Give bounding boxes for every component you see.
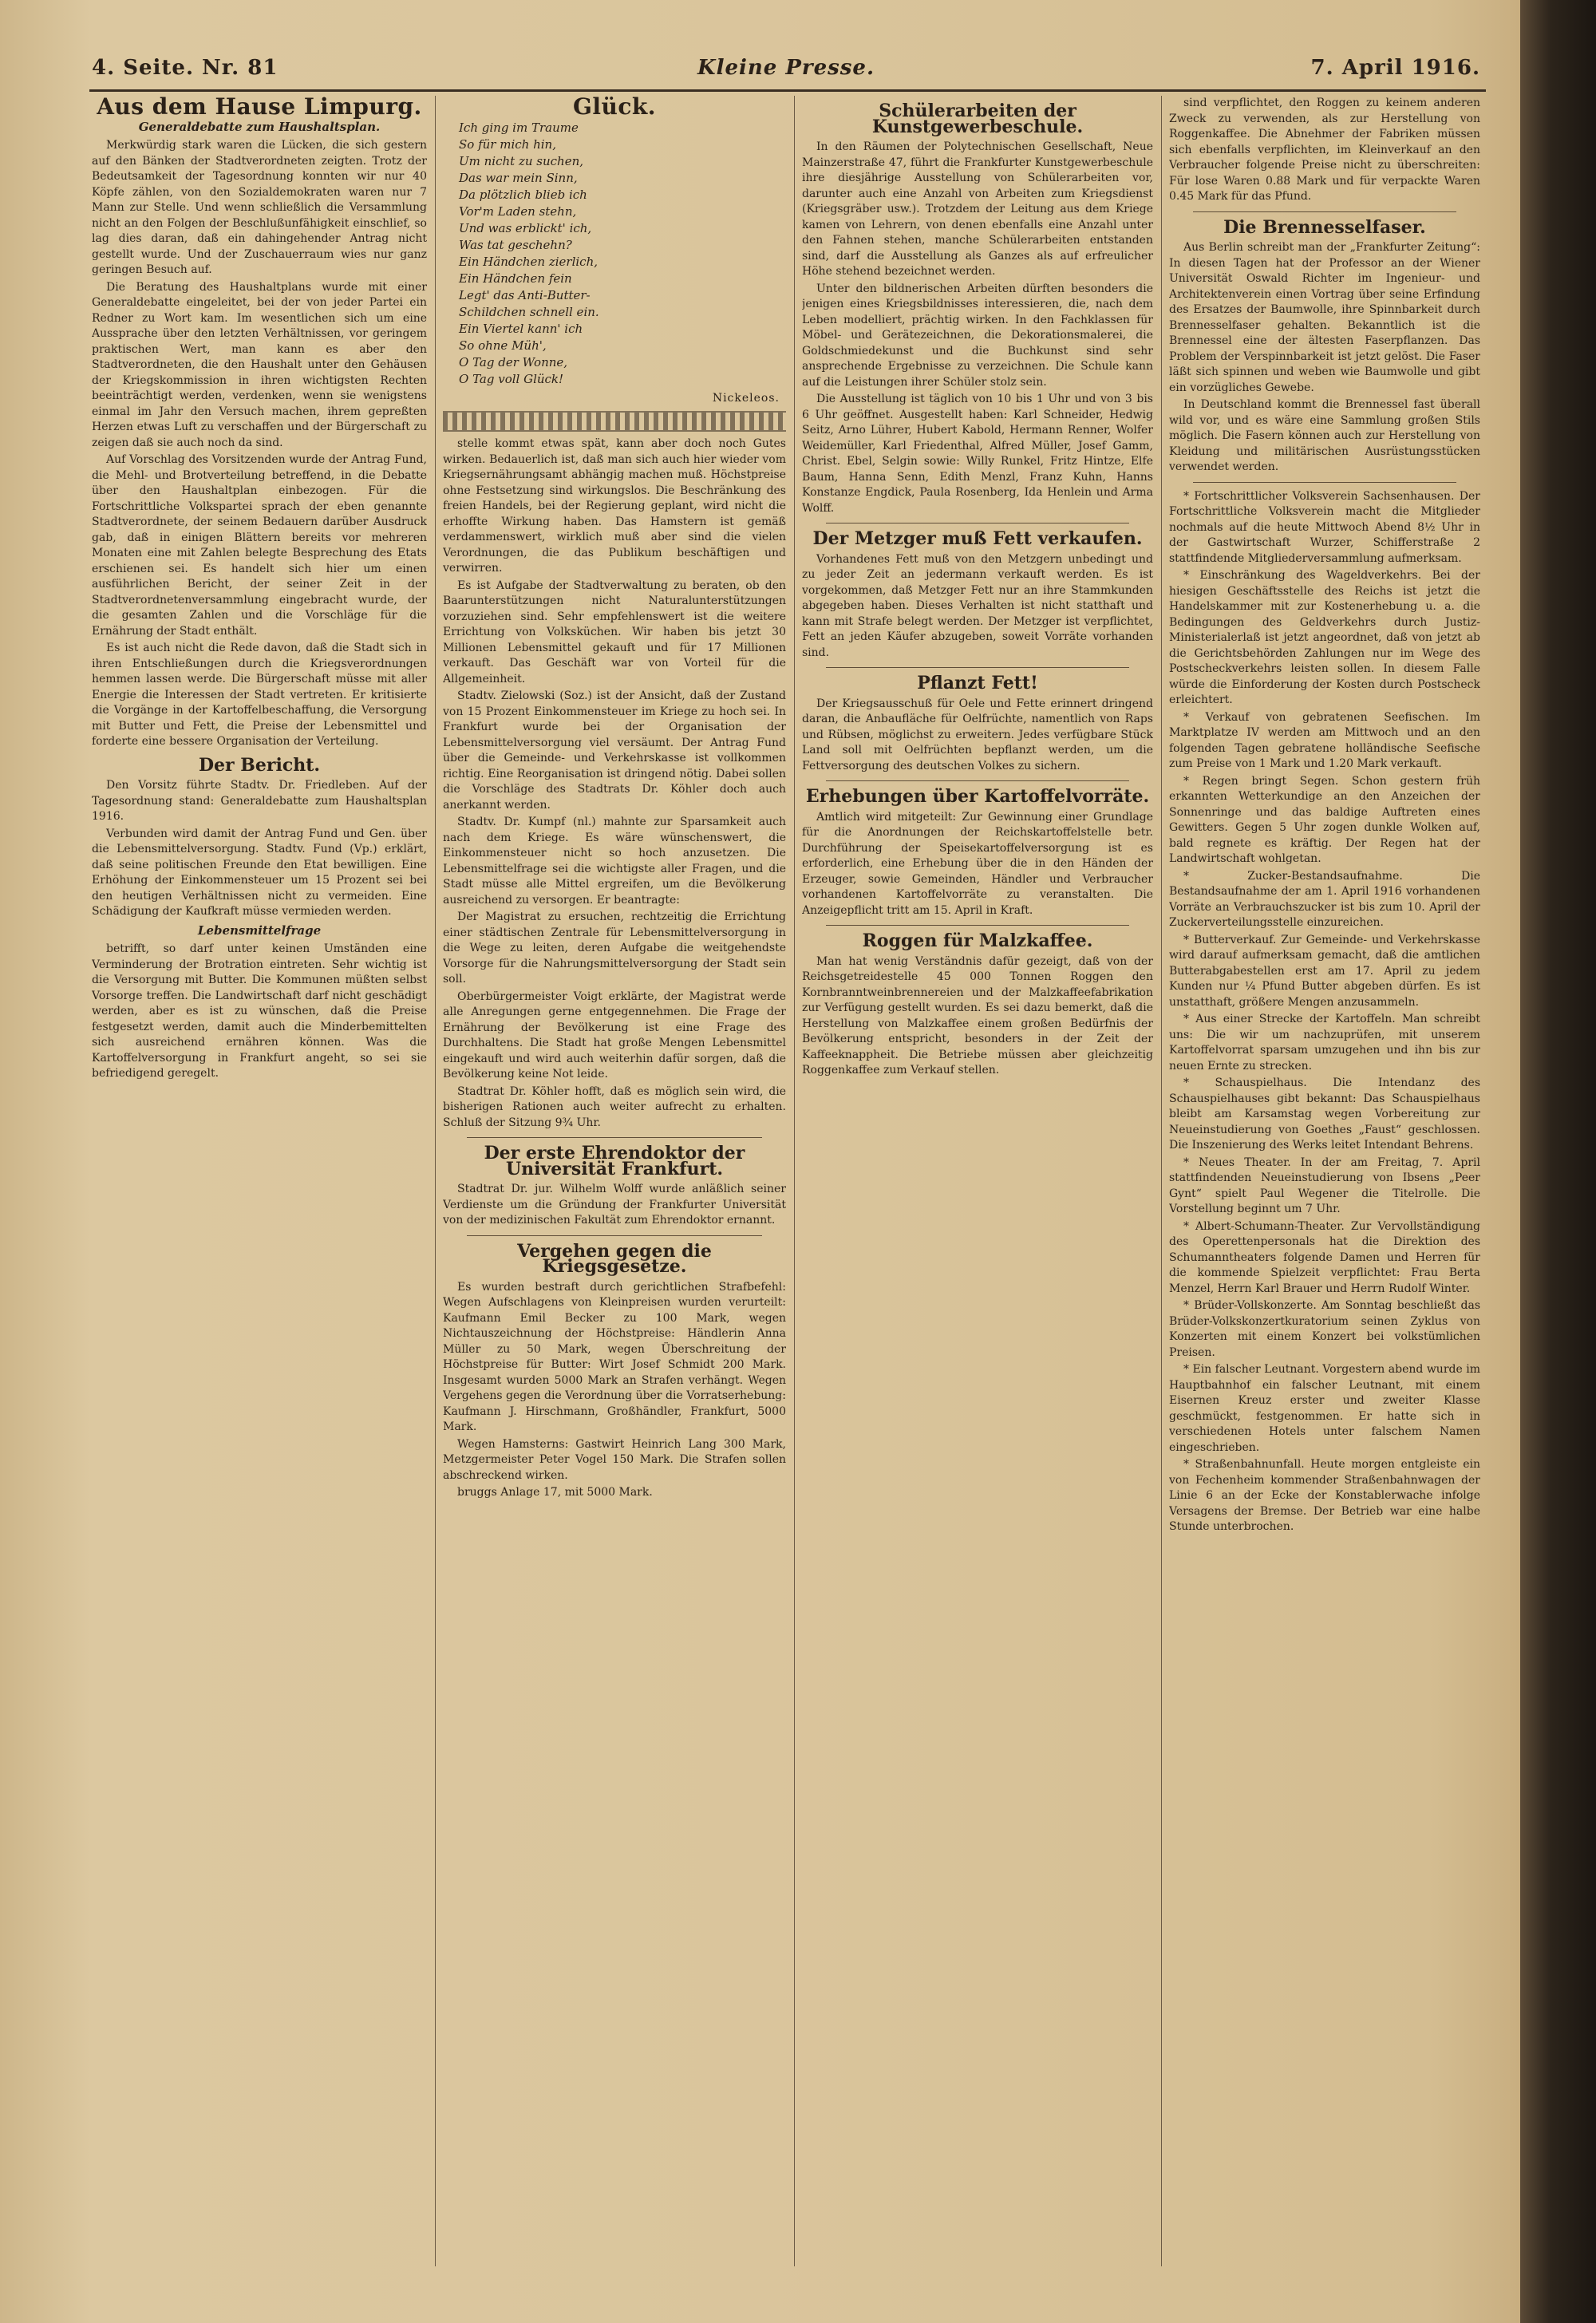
paragraph: Es ist Aufgabe der Stadtverwaltung zu beraten, ob den Baarunterstützungen nicht Naturalunterstützungen vorzuziehen sind. Sehr empfehlenswert ist die weitere Errichtung von Volksküchen. Wir haben bis jetzt 30 Millionen Lebensmittel gekauft und für 17 Millionen verkauft. Das Geschäft war von Vorteil für die Allgemeinheit.	[443, 579, 786, 685]
paragraph: Den Vorsitz führte Stadtv. Dr. Friedleben. Auf der Tagesordnung stand: Generaldebatte zum Haushaltsplan 1916.	[92, 779, 427, 823]
poem-text: Ich ging im Traume So für mich hin, Um nicht zu suchen, Das war mein Sinn, Da plötzlich blieb ich Vor'm Laden stehn, Und was erblickt' ich, Was tat geschehn? Ein Händchen zierlich, Ein Händchen fein Legt' das Anti-Butter- Schildchen schnell ein. Ein Viertel kann' ich So ohne Müh', O Tag der Wonne, O Tag voll Glück!	[459, 120, 599, 386]
page-edge	[1520, 0, 1596, 2323]
poem-signature: Nickeleos.	[712, 391, 780, 405]
column-divider	[435, 96, 436, 2266]
article-title: Erhebungen über Kartoffelvorräte.	[805, 786, 1150, 807]
paragraph: In Deutschland kommt die Brennessel fast überall wild vor, und es wäre eine Sammlung großen Stils möglich. Die Fasern können auch zur Herstellung von Kleidung und militärischen Ausrüstungsstücken verwendet werden.	[1169, 398, 1480, 473]
divider	[826, 780, 1129, 781]
section-heading: Der Bericht.	[198, 754, 321, 776]
page-header	[92, 56, 1480, 88]
paragraph: Amtlich wird mitgeteilt: Zur Gewinnung einer Grundlage für die Anordnungen der Reichskartoffelstelle betr. Durchführung der Speisekartoffelversorgung ist es erforderlich, eine Erhebung über die in den Händen der Erzeuger, sowie Gemeinden, Händler und Verbraucher vorhandenen Kartoffelvorräte zu veranstalten. Die Anzeigepflicht tritt am 15. April in Kraft.	[802, 810, 1153, 917]
paragraph: bruggs Anlage 17, mit 5000 Mark.	[457, 1486, 653, 1499]
divider	[826, 667, 1129, 668]
paragraph: Stadtrat Dr. jur. Wilhelm Wolff wurde anläßlich seiner Verdienste um die Gründung der Frankfurter Universität von der medizinischen Fakultät zum Ehrendoktor ernannt.	[443, 1183, 786, 1227]
local-notice: * Aus einer Strecke der Kartoffeln. Man schreibt uns: Die wir um nachzuprüfen, mit unserem Kartoffelvorrat sparsam umzugehen und ihn bis zur neuen Ernte zu strecken.	[1169, 1013, 1480, 1073]
article-title: Pflanzt Fett!	[917, 673, 1038, 693]
paragraph: Aus Berlin schreibt man der „Frankfurter Zeitung“: In diesen Tagen hat der Professor an der Wiener Universität Oswald Richter im Ingenieur- und Architektenverein einen Vortrag über seine Erfindung des Ersatzes der Baumwolle, ihre Spinnbarkeit durch Brennesselfaser gehalten. Bekanntlich ist die Brennessel eine der ältesten Faserpflanzen. Das Problem der Verspinnbarkeit ist jetzt gelöst. Die Faser läßt sich spinnen und weben wie Baumwolle und gibt ein vorzügliches Gewebe.	[1169, 241, 1480, 394]
divider	[467, 1235, 762, 1236]
paragraph: betrifft, so darf unter keinen Umständen eine Verminderung der Brotration eintreten. Sehr wichtig ist die Versorgung mit Butter. Die Kommunen müßten selbst Vorsorge treffen. Die Landwirtschaft darf nicht geschädigt werden, aber es ist zu wünschen, daß die Preise festgesetzt werden, damit auch die Minderbemittelten sich ausreichend ernähren können. Was die Kartoffelversorgung in Frankfurt angeht, so sei sie befriedigend geregelt.	[92, 942, 427, 1080]
divider	[467, 1137, 762, 1138]
article-title: Der Metzger muß Fett verkaufen.	[812, 528, 1143, 549]
paragraph: Stadtv. Zielowski (Soz.) ist der Ansicht, daß der Zustand von 15 Prozent Einkommensteuer im Kriege zu hoch sei. In Frankfurt wurde bei der Organisation der Lebensmittelversorgung viel versäumt. Der Antrag Fund über die Gemeinde- und Verkehrskasse ist vollkommen richtig. Eine Reorganisation ist dringend nötig. Dabei sollen die Vorschläge des Stadtrats Dr. Köhler doch auch anerkannt werden.	[443, 689, 786, 812]
local-notice: * Neues Theater. In der am Freitag, 7. April stattfindenden Neueinstudierung von Ibsens „Peer Gynt“ spielt Paul Wegener die Titelrolle. Die Vorstellung beginnt um 7 Uhr.	[1169, 1156, 1480, 1215]
local-notice: * Albert-Schumann-Theater. Zur Vervollständigung des Operettenpersonals hat die Direktion des Schumanntheaters folgende Damen und Herren für die kommende Spielzeit verpflichtet: Frau Berta Menzel, Herrn Karl Brauer und Herrn Rudolf Winter.	[1169, 1219, 1480, 1295]
divider	[1193, 482, 1456, 483]
paragraph: Die Beratung des Haushaltplans wurde mit einer Generaldebatte eingeleitet, bei der von jeder Partei ein Redner zu Wort kam. Im wesentlichen sich um eine Aussprache über den letzten Verhältnissen, vor geringem praktischen Wert, man kann es aber den Stadtverordneten, die den Haushalt unter den Gehäusen der Kriegskommission in ihren wichtigsten Rechten beeinträchtigt werden, verdenken, wenn sie wenigstens einmal im Jahr den Versuch machen, ihrem gepreßten Herzen etwas Luft zu verschaffen und der Bürgerschaft zu zeigen daß sie auch noch da sind.	[92, 280, 427, 449]
page-number: 4. Seite. Nr. 81	[92, 56, 279, 80]
paragraph: Es wurden bestraft durch gerichtlichen Strafbefehl: Wegen Aufschlagens von Kleinpreisen wurden verurteilt: Kaufmann Emil Becker zu 100 Mark, wegen Nichtauszeichnung der Höchstpreise: Händlerin Anna Müller zu 50 Mark, wegen Überschreitung der Höchstpreise für Butter: Wirt Josef Schmidt 200 Mark. Insgesamt wurden 5000 Mark an Strafen verhängt. Wegen Vergehens gegen die Verordnung über die Vorratserhebung: Kaufmann J. Hirschmann, Großhändler, Frankfurt, 5000 Mark.	[443, 1280, 786, 1433]
paragraph: Oberbürgermeister Voigt erklärte, der Magistrat werde alle Anregungen gerne entgegennehmen. Die Frage der Ernährung der Bevölkerung ist eine Frage des Durchhaltens. Die Stadt hat große Mengen Lebensmittel eingekauft und wird auch weiterhin dafür sorgen, daß die Bevölkerung keine Not leide.	[443, 990, 786, 1081]
paragraph: stelle kommt etwas spät, kann aber doch noch Gutes wirken. Bedauerlich ist, daß man sich auch hier wieder vom Kriegsernährungsamt abhängig machen muß. Höchstpreise ohne Festsetzung sind wirkungslos. Die Beschränkung des freien Handels, bei der Regierung geplant, wird nicht die erhoffte Wirkung haben. Das Hamstern ist gemäß verdammenswert, wirklich muß aber sind die vielen Verordnungen, die das Publikum beschäftigen und verwirren.	[443, 437, 786, 575]
column-2	[443, 96, 786, 2274]
column-1	[92, 96, 427, 2274]
local-notice: * Butterverkauf. Zur Gemeinde- und Verkehrskasse wird darauf aufmerksam gemacht, daß die amtlichen Butterabgabestellen erst am 17. April zu jedem Kunden nur ¼ Pfund Butter abgeben dürfen. Es ist unstatthaft, größere Mengen anzusammeln.	[1169, 933, 1480, 1009]
paragraph: Stadtrat Dr. Köhler hofft, daß es möglich sein wird, die bisherigen Rationen auch weiter aufrecht zu erhalten. Schluß der Sitzung 9¾ Uhr.	[443, 1084, 786, 1129]
section-subheading: Lebensmittelfrage	[197, 922, 322, 938]
paragraph: Der Kriegsausschuß für Oele und Fette erinnert dringend daran, die Anbaufläche für Oelfrüchte, namentlich von Raps und Rübsen, möglichst zu erweitern. Jedes verfügbare Stück Land soll mit Oelfrüchten bepflanzt werden, um die Fettversorgung des deutschen Volkes zu sichern.	[802, 697, 1153, 772]
masthead: Kleine Presse.	[697, 56, 875, 80]
paragraph: Vorhandenes Fett muß von den Metzgern unbedingt und zu jeder Zeit an jedermann verkauft werden. Es ist vorgekommen, daß Metzger Fett nur an ihre Stammkunden abgegeben haben. Dieses Verhalten ist nicht statthaft und kann mit Strafe belegt werden. Der Metzger ist verpflichtet, Fett an jeden Käufer abzugeben, soweit Vorräte vorhanden sind.	[802, 552, 1153, 659]
article-title: Schülerarbeiten der Kunstgewerbeschule.	[871, 101, 1084, 137]
local-notice: * Straßenbahnunfall. Heute morgen entgleiste ein von Fechenheim kommender Straßenbahnwagen der Linie 6 an der Ecke der Konstablerwache infolge Versagens der Bremse. Der Betrieb war eine halbe Stunde unterbrochen.	[1169, 1458, 1480, 1533]
paragraph: Wegen Hamsterns: Gastwirt Heinrich Lang 300 Mark, Metzgermeister Peter Vogel 150 Mark. Die Strafen sollen abschreckend wirken.	[443, 1437, 786, 1482]
local-notice: * Ein falscher Leutnant. Vorgestern abend wurde im Hauptbahnhof ein falscher Leutnant, mit einem Eisernen Kreuz erster und zweiter Klasse geschmückt, festgenommen. Er hatte sich in verschiedenen Hotels unter falschem Namen eingeschrieben.	[1169, 1363, 1480, 1454]
local-notice: * Verkauf von gebratenen Seefischen. Im Marktplatze IV werden am Mittwoch und an den folgenden Tagen gebratene holländische Seefische zum Preise von 1 Mark und 1.20 Mark verkauft.	[1169, 710, 1480, 770]
paragraph: Man hat wenig Verständnis dafür gezeigt, daß von der Reichsgetreidestelle 45 000 Tonnen Roggen den Kornbranntweinbrennereien und der Malzkaffeefabrikation zur Verfügung gestellt wurden. Es sei dazu bemerkt, daß die Herstellung von Malzkaffee einem großen Bedürfnis der Bevölkerung entspricht, besonders in der Zeit der Kaffeeknappheit. Die Betriebe müssen aber gleichzeitig Roggenkaffee zum Verkauf stellen.	[802, 954, 1153, 1077]
local-notice: * Zucker-Bestandsaufnahme. Die Bestandsaufnahme der am 1. April 1916 vorhandenen Vorräte an Verbrauchszucker ist bis zum 10. April der Zuckerverteilungsstelle einzureichen.	[1169, 869, 1480, 929]
paragraph: sind verpflichtet, den Roggen zu keinem anderen Zweck zu verwenden, als zur Herstellung von Roggenkaffee. Die Abnehmer der Fabriken müssen sich ebenfalls verpflichten, im Kleinverkauf an den Verbraucher folgende Preise nicht zu überschreiten: Für lose Waren 0.88 Mark und für verpackte Waren 0.45 Mark für das Pfund.	[1169, 97, 1480, 203]
local-notice: * Regen bringt Segen. Schon gestern früh erkannten Wetterkundige an den Anzeichen der Sonnenringe und das baldige Auftreten eines Gewitters. Gegen 5 Uhr zogen dunkle Wolken auf, bald regnete es kräftig. Der Regen hat der Landwirtschaft wohlgetan.	[1169, 774, 1480, 865]
divider	[826, 925, 1129, 926]
paragraph: Auf Vorschlag des Vorsitzenden wurde der Antrag Fund, die Mehl- und Brotverteilung betreffend, in die Debatte über den Haushaltplan einbezogen. Für die Fortschrittliche Volkspartei sprach der eben genannte Stadtverordnete, der seinem Bedauern darüber Ausdruck gab, daß in einigen Blättern bereits vor mehreren Monaten eine mit Zahlen belegte Besprechung des Etats erschienen sei. Es handelt sich hier um einen ausführlichen Bericht, der seiner Zeit in der Stadtverordnetenversammlung eingebracht wurde, der die gesamten Zahlen und die Vorschläge für die Ernährung der Stadt enthält.	[92, 453, 427, 638]
paragraph: Es ist auch nicht die Rede davon, daß die Stadt sich in ihren Entschließungen durch die Kriegsverordnungen hemmen lassen werde. Die Bürgerschaft müsse mit aller Energie die Interessen der Stadt vertreten. Er kritisierte die Vorgänge in der Kartoffelbeschaffung, die Versorgung mit Butter und Fett, die Preise der Lebensmittel und forderte eine bessere Organisation der Verteilung.	[92, 642, 427, 748]
article-title: Roggen für Malzkaffee.	[862, 930, 1093, 951]
article-title: Die Brennesselfaser.	[1223, 216, 1426, 238]
divider	[1193, 211, 1456, 212]
paragraph: Die Ausstellung ist täglich von 10 bis 1 Uhr und von 3 bis 6 Uhr geöffnet. Ausgestellt haben: Karl Schneider, Hedwig Seitz, Arno Lührer, Hubert Kabold, Hermann Renner, Wolfer Weidemüller, Karl Friedenthal, Alfred Müller, Josef Gamm, Christ. Ebel, Selgin sowie: Willy Runkel, Fritz Hintze, Elfe Baum, Hanna Senn, Edith Menzl, Franz Kuhn, Hanns Konstanze Engdick, Paula Rosenberg, Ida Henlein und Arma Wolff.	[802, 393, 1153, 515]
paragraph: Merkwürdig stark waren die Lücken, die sich gestern auf den Bänken der Stadtverordneten zeigten. Trotz der Bedeutsamkeit der Tagesordnung konnten wir nur 40 Köpfe zählen, von den Sozialdemokraten waren nur 7 Mann zur Stelle. Und wenn schließlich die Versammlung nicht an den Folgen der Beschlußunfähigkeit einschlief, so lag dies daran, daß ein dahingehender Antrag nicht gestellt wurde. Und der Zuschauerraum wies nur ganz geringen Besuch auf.	[92, 139, 427, 276]
paragraph: Unter den bildnerischen Arbeiten dürften besonders die jenigen eines Kriegsbildnisses interessieren, die, nach dem Leben modelliert, prächtig wirken. In den Fachklassen für Möbel- und Gerätezeichnen, die Dekorationsmalerei, die Goldschmiedekunst und die Buchkunst sind sehr ansprechende Ergebnisse zu verzeichnen. Die Schule kann auf die Leistungen ihrer Schüler stolz sein.	[802, 282, 1153, 389]
local-notice: * Fortschrittlicher Volksverein Sachsenhausen. Der Fortschrittliche Volksverein macht die Mitglieder nochmals auf die heute Mittwoch Abend 8½ Uhr in der Gastwirtschaft Wurzer, Schifferstraße 2 stattfindende Mitgliederversammlung aufmerksam.	[1169, 489, 1480, 565]
column-3	[802, 96, 1153, 2274]
paragraph: Verbunden wird damit der Antrag Fund und Gen. über die Lebensmittelversorgung. Stadtv. Fund (Vp.) erklärt, daß seine politischen Freunde den Etat bewilligen. Eine Erhöhung der Einkommensteuer um 15 Prozent sei bei den heutigen Verhältnissen nicht zu vermeiden. Eine Schädigung der Kaufkraft müsse vermieden werden.	[92, 827, 427, 918]
paragraph: Der Magistrat zu ersuchen, rechtzeitig die Errichtung einer städtischen Zentrale für Lebensmittelversorgung in die Wege zu leiten, deren Aufgabe die weitgehendste Vorsorge für die Nahrungsmittelversorgung der Stadt sein soll.	[443, 911, 786, 986]
column-divider	[1161, 96, 1162, 2266]
article-subtitle: Generaldebatte zum Haushaltsplan.	[138, 119, 381, 134]
paragraph: Stadtv. Dr. Kumpf (nl.) mahnte zur Sparsamkeit auch nach dem Kriege. Es wäre wünschenswert, die Einkommensteuer nicht so hoch anzusetzen. Die Lebensmittelfrage sei die wichtigste aller Fragen, und die Stadt müsse alle Mittel ergreifen, um die Bevölkerung ausreichend zu versorgen. Er beantragte:	[443, 816, 786, 907]
column-divider	[794, 96, 795, 2266]
local-notice: * Schauspielhaus. Die Intendanz des Schauspielhauses gibt bekannt: Das Schauspielhaus bleibt am Karsamstag wegen Vorbereitung zur Neueinstudierung von Goethes „Faust“ geschlossen. Die Inszenierung des Werks leitet Intendant Behrens.	[1169, 1077, 1480, 1152]
local-notice: * Einschränkung des Wageldverkehrs. Bei der hiesigen Geschäftsstelle des Reichs ist jetzt die Handelskammer mit zur Kostenerhebung u. a. die Bedingungen des Geldverkehrs durch Justiz-Ministerialerlaß ist jetzt angeordnet, daß von jetzt ab die Gerichtsbehörden Zahlungen nur im Wege des Postscheckverkehrs leisten sollen. In diesem Falle würde die Einforderung der Kosten durch Postscheck erleichtert.	[1169, 569, 1480, 706]
header-rule	[89, 89, 1486, 92]
article-title: Aus dem Hause Limpurg.	[97, 96, 422, 120]
ornament-divider	[443, 411, 786, 432]
article-title: Vergehen gegen die Kriegsgesetze.	[517, 1240, 712, 1277]
issue-date: 7. April 1916.	[1310, 56, 1480, 80]
column-4	[1169, 96, 1480, 2274]
poem-title: Glück.	[572, 96, 657, 120]
article-title: Der erste Ehrendoktor der Universität Frankfurt.	[484, 1143, 745, 1179]
local-notice: * Brüder-Vollskonzerte. Am Sonntag beschließt das Brüder-Volkskonzertkuratorium seinen Zyklus von Konzerten mit einem Konzert bei volkstümlichen Preisen.	[1169, 1299, 1480, 1359]
paragraph: In den Räumen der Polytechnischen Gesellschaft, Neue Mainzerstraße 47, führt die Frankfurter Kunstgewerbeschule ihre diesjährige Ausstellung von Schülerarbeiten vor, darunter auch eine Anzahl von Arbeiten zum Kriegsdienst (Kriegsgräber usw.). Trotzdem der Leitung aus dem Kriege kamen von Lehrern, von denen ebenfalls eine Anzahl unter den Fahnen stehen, manche Schülerarbeiten entstanden sind, darf die Ausstellung als Ganzes als auf erfreulicher Höhe stehend bezeichnet werden.	[802, 140, 1153, 278]
